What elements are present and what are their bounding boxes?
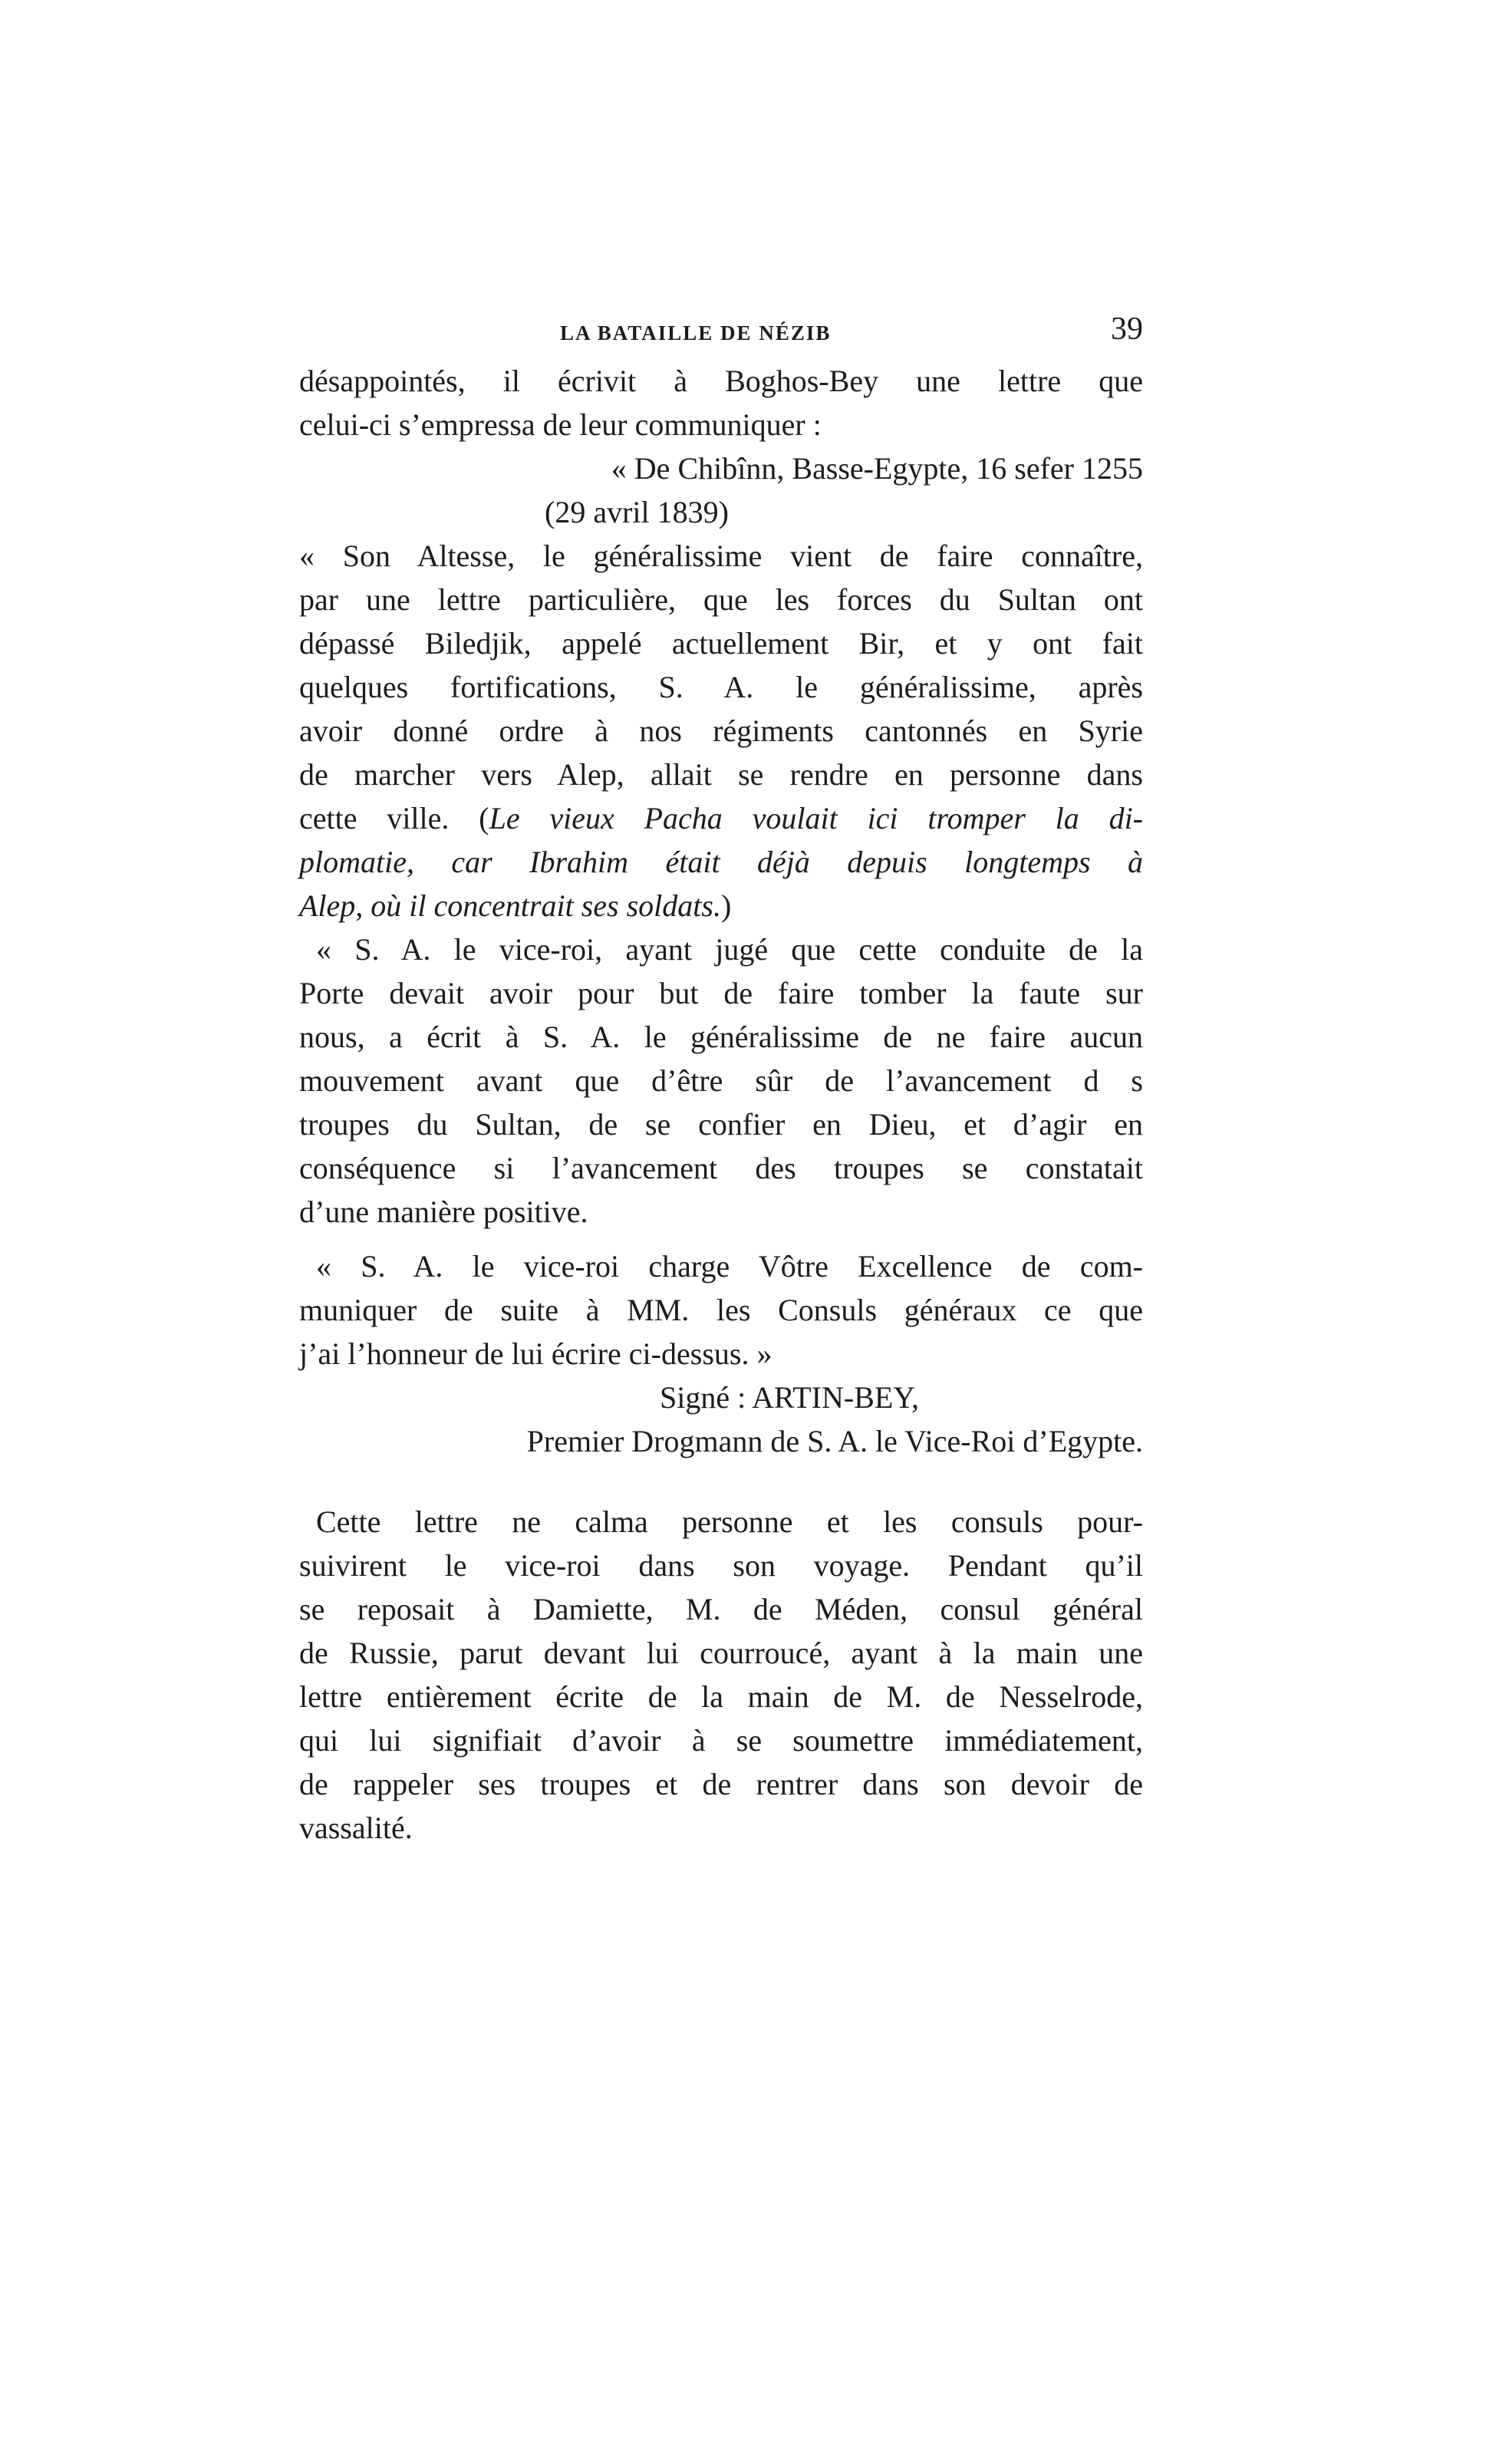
text-line: se reposait à Damiette, M. de Méden, consul général bbox=[299, 1592, 1143, 1626]
running-title: LA BATAILLE DE NÉZIB bbox=[560, 321, 832, 344]
text-line: avoir donné ordre à nos régiments cantonnés en Syrie bbox=[299, 713, 1143, 748]
signature-line: Signé : ARTIN-BEY, bbox=[660, 1380, 919, 1415]
text-segment: ) bbox=[720, 888, 732, 923]
page-number: 39 bbox=[1111, 311, 1143, 347]
text-line: Porte devait avoir pour but de faire tomber la faute sur bbox=[299, 976, 1143, 1010]
text-line: Cette lettre ne calma personne et les consuls pour- bbox=[316, 1504, 1143, 1539]
text-line: nous, a écrit à S. A. le généralissime de ne faire aucun bbox=[299, 1020, 1143, 1054]
text-line: de marcher vers Alep, allait se rendre en personne dans bbox=[299, 757, 1143, 792]
text-line: qui lui signifiait d’avoir à se soumettre immédiatement, bbox=[299, 1723, 1143, 1758]
signature-title: Premier Drogmann de S. A. le Vice-Roi d’Egypte. bbox=[526, 1424, 1143, 1458]
text-line: mouvement avant que d’être sûr de l’avancement d s bbox=[299, 1063, 1143, 1098]
text-line: désappointés, il écrivit à Boghos-Bey une lettre que bbox=[299, 364, 1143, 398]
text-line: celui-ci s’empressa de leur communiquer : bbox=[299, 407, 822, 442]
text-line: muniquer de suite à MM. les Consuls généraux ce que bbox=[299, 1293, 1143, 1327]
body-text bbox=[299, 359, 1143, 1850]
italic-aside: Alep, où il concentrait ses soldats. bbox=[299, 888, 721, 923]
text-line: par une lettre particulière, que les forces du Sultan ont bbox=[299, 582, 1143, 617]
text-line bbox=[299, 796, 1143, 840]
text-line: « S. A. le vice-roi charge Vôtre Excellence de com- bbox=[316, 1249, 1143, 1284]
text-line: dépassé Biledjik, appelé actuellement Bir, et y ont fait bbox=[299, 626, 1143, 661]
text-line: d’une manière positive. bbox=[299, 1195, 588, 1229]
text-line: « S. A. le vice-roi, ayant jugé que cette conduite de la bbox=[316, 932, 1143, 967]
italic-aside: plomatie, car Ibrahim était déjà depuis longtemps à bbox=[299, 845, 1143, 879]
text-line: conséquence si l’avancement des troupes se constatait bbox=[299, 1151, 1143, 1185]
text-line: « Son Altesse, le généralissime vient de faire connaître, bbox=[299, 539, 1143, 573]
text-line bbox=[299, 884, 1143, 928]
text-line: j’ai l’honneur de lui écrire ci-dessus. » bbox=[299, 1336, 772, 1371]
letter-dateline: (29 avril 1839) bbox=[545, 495, 729, 529]
text-line: lettre entièrement écrite de la main de M. de Nesselrode, bbox=[299, 1679, 1143, 1714]
text-line: troupes du Sultan, de se confier en Dieu, et d’agir en bbox=[299, 1107, 1143, 1142]
page-header bbox=[299, 311, 1143, 357]
text-line: vassalité. bbox=[299, 1811, 413, 1845]
text-segment: cette ville. ( bbox=[299, 801, 489, 835]
text-line: suivirent le vice-roi dans son voyage. Pendant qu’il bbox=[299, 1548, 1143, 1583]
letter-dateline: « De Chibînn, Basse-Egypte, 16 sefer 1255 bbox=[611, 451, 1143, 486]
text-line: quelques fortifications, S. A. le généralissime, après bbox=[299, 670, 1143, 704]
text-line: de Russie, parut devant lui courroucé, ayant à la main une bbox=[299, 1636, 1143, 1670]
text-line: de rappeler ses troupes et de rentrer dans son devoir de bbox=[299, 1767, 1143, 1801]
italic-aside: Le vieux Pacha voulait ici tromper la di- bbox=[489, 801, 1143, 835]
